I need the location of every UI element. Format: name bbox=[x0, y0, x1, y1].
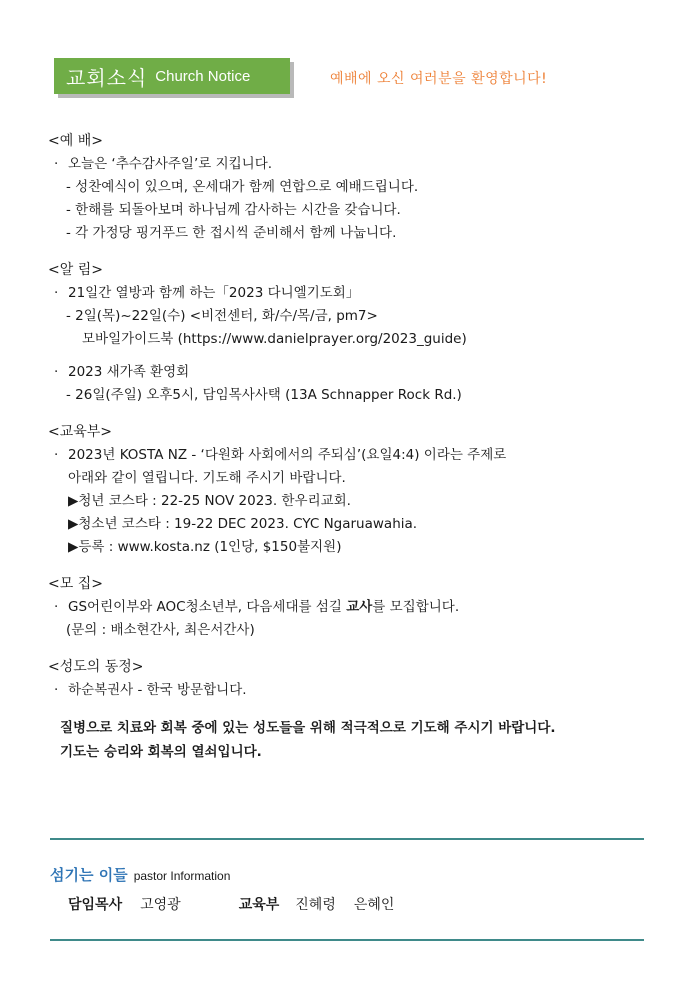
education-section bbox=[48, 421, 668, 559]
recruit-contact: (문의 : 배소현간사, 최은서간사) bbox=[66, 622, 255, 638]
list-item: · 하순복권사 - 한국 방문합니다. bbox=[54, 682, 247, 698]
staff-role-senior-pastor: 담임목사 bbox=[68, 897, 123, 913]
section-title-worship: <예 배> bbox=[48, 133, 103, 149]
banner-title-en: Church Notice bbox=[155, 67, 251, 85]
notice-item-1-sub: - 2일(목)~22일(수) <비전센터, 화/수/목/금, pm7> bbox=[66, 308, 378, 324]
education-sub-2: ▶청소년 코스타 : 19-22 DEC 2023. CYC Ngaruawahia. bbox=[68, 516, 418, 532]
staff-name-senior-pastor: 고영광 bbox=[140, 897, 181, 913]
notice-section bbox=[48, 259, 668, 407]
staff-name-education-2: 은혜인 bbox=[353, 897, 395, 913]
worship-item: 오늘은 ‘추수감사주일’로 지킵니다. bbox=[68, 156, 273, 172]
education-item-cont: 아래와 같이 열립니다. 기도해 주시기 바랍니다. bbox=[68, 470, 346, 486]
divider-bottom bbox=[50, 939, 644, 941]
worship-section bbox=[48, 130, 668, 245]
recruit-item-bold: 교사 bbox=[346, 599, 373, 615]
notice-item-1: 21일간 열방과 함께 하는「2023 다니엘기도회」 bbox=[68, 285, 360, 301]
recruit-item-post: 를 모집합니다. bbox=[372, 599, 460, 615]
worship-sub-2: - 한해를 되돌아보며 하나님께 감사하는 시간을 갖습니다. bbox=[66, 202, 401, 218]
section-title-education: <교육부> bbox=[48, 424, 113, 440]
prayer-line-2: 기도는 승리와 회복의 열쇠입니다. bbox=[60, 744, 262, 760]
notice-item-2-sub: - 26일(주일) 오후5시, 담임목사사택 (13A Schnapper Rock Rd.) bbox=[66, 387, 462, 403]
members-section bbox=[48, 656, 668, 702]
footer-title-ko: 섬기는 이들 bbox=[50, 866, 128, 884]
list-item: · 2023 새가족 환영회 bbox=[54, 364, 190, 380]
education-item: 2023년 KOSTA NZ - ‘다원화 사회에서의 주되심’(요일4:4) 이라는 주제로 bbox=[68, 447, 507, 463]
footer-title bbox=[50, 864, 230, 885]
recruit-item-pre: GS어린이부와 AOC청소년부, 다음세대를 섬길 bbox=[68, 599, 347, 615]
notice-item-2: 2023 새가족 환영회 bbox=[68, 364, 190, 380]
list-item: · 오늘은 ‘추수감사주일’로 지킵니다. bbox=[54, 156, 273, 172]
list-item: · 2023년 KOSTA NZ - ‘다원화 사회에서의 주되심’(요일4:4) 이라는 주제로 bbox=[54, 447, 507, 463]
notice-item-1-guide: 모바일가이드북 (https://www.danielprayer.org/2023_guide) bbox=[82, 331, 467, 347]
worship-sub-1: - 성찬예식이 있으며, 온세대가 함께 연합으로 예배드립니다. bbox=[66, 179, 419, 195]
staff-name-education-1: 진혜령 bbox=[295, 897, 336, 913]
section-title-recruit: <모 집> bbox=[48, 576, 103, 592]
list-item: · 21일간 열방과 함께 하는「2023 다니엘기도회」 bbox=[54, 285, 360, 301]
prayer-request bbox=[48, 716, 668, 764]
members-item: 하순복권사 - 한국 방문합니다. bbox=[68, 682, 247, 698]
church-notice-banner bbox=[54, 58, 290, 94]
recruit-section bbox=[48, 573, 668, 642]
notice-content bbox=[48, 130, 668, 764]
section-title-notice: <알 림> bbox=[48, 262, 103, 278]
banner-title-ko: 교회소식 bbox=[66, 65, 148, 90]
prayer-line-1: 질병으로 치료와 회복 중에 있는 성도들을 위해 적극적으로 기도해 주시기 바랍니다. bbox=[60, 720, 556, 736]
worship-sub-3: - 각 가정당 핑거푸드 한 접시씩 준비해서 함께 나눕니다. bbox=[66, 225, 397, 241]
staff-role-education: 교육부 bbox=[238, 897, 280, 913]
section-title-members: <성도의 동정> bbox=[48, 659, 144, 675]
staff-list bbox=[68, 894, 394, 916]
welcome-message: 예배에 오신 여러분을 환영합니다! bbox=[330, 71, 548, 87]
list-item: · GS어린이부와 AOC청소년부, 다음세대를 섬길 교사를 모집합니다. bbox=[54, 599, 460, 615]
education-sub-3: ▶등록 : www.kosta.nz (1인당, $150불지원) bbox=[68, 539, 342, 555]
divider-top bbox=[50, 838, 644, 840]
notice-header bbox=[54, 58, 694, 102]
education-sub-1: ▶청년 코스타 : 22-25 NOV 2023. 한우리교회. bbox=[68, 493, 351, 509]
footer-title-en: pastor Information bbox=[133, 869, 231, 883]
